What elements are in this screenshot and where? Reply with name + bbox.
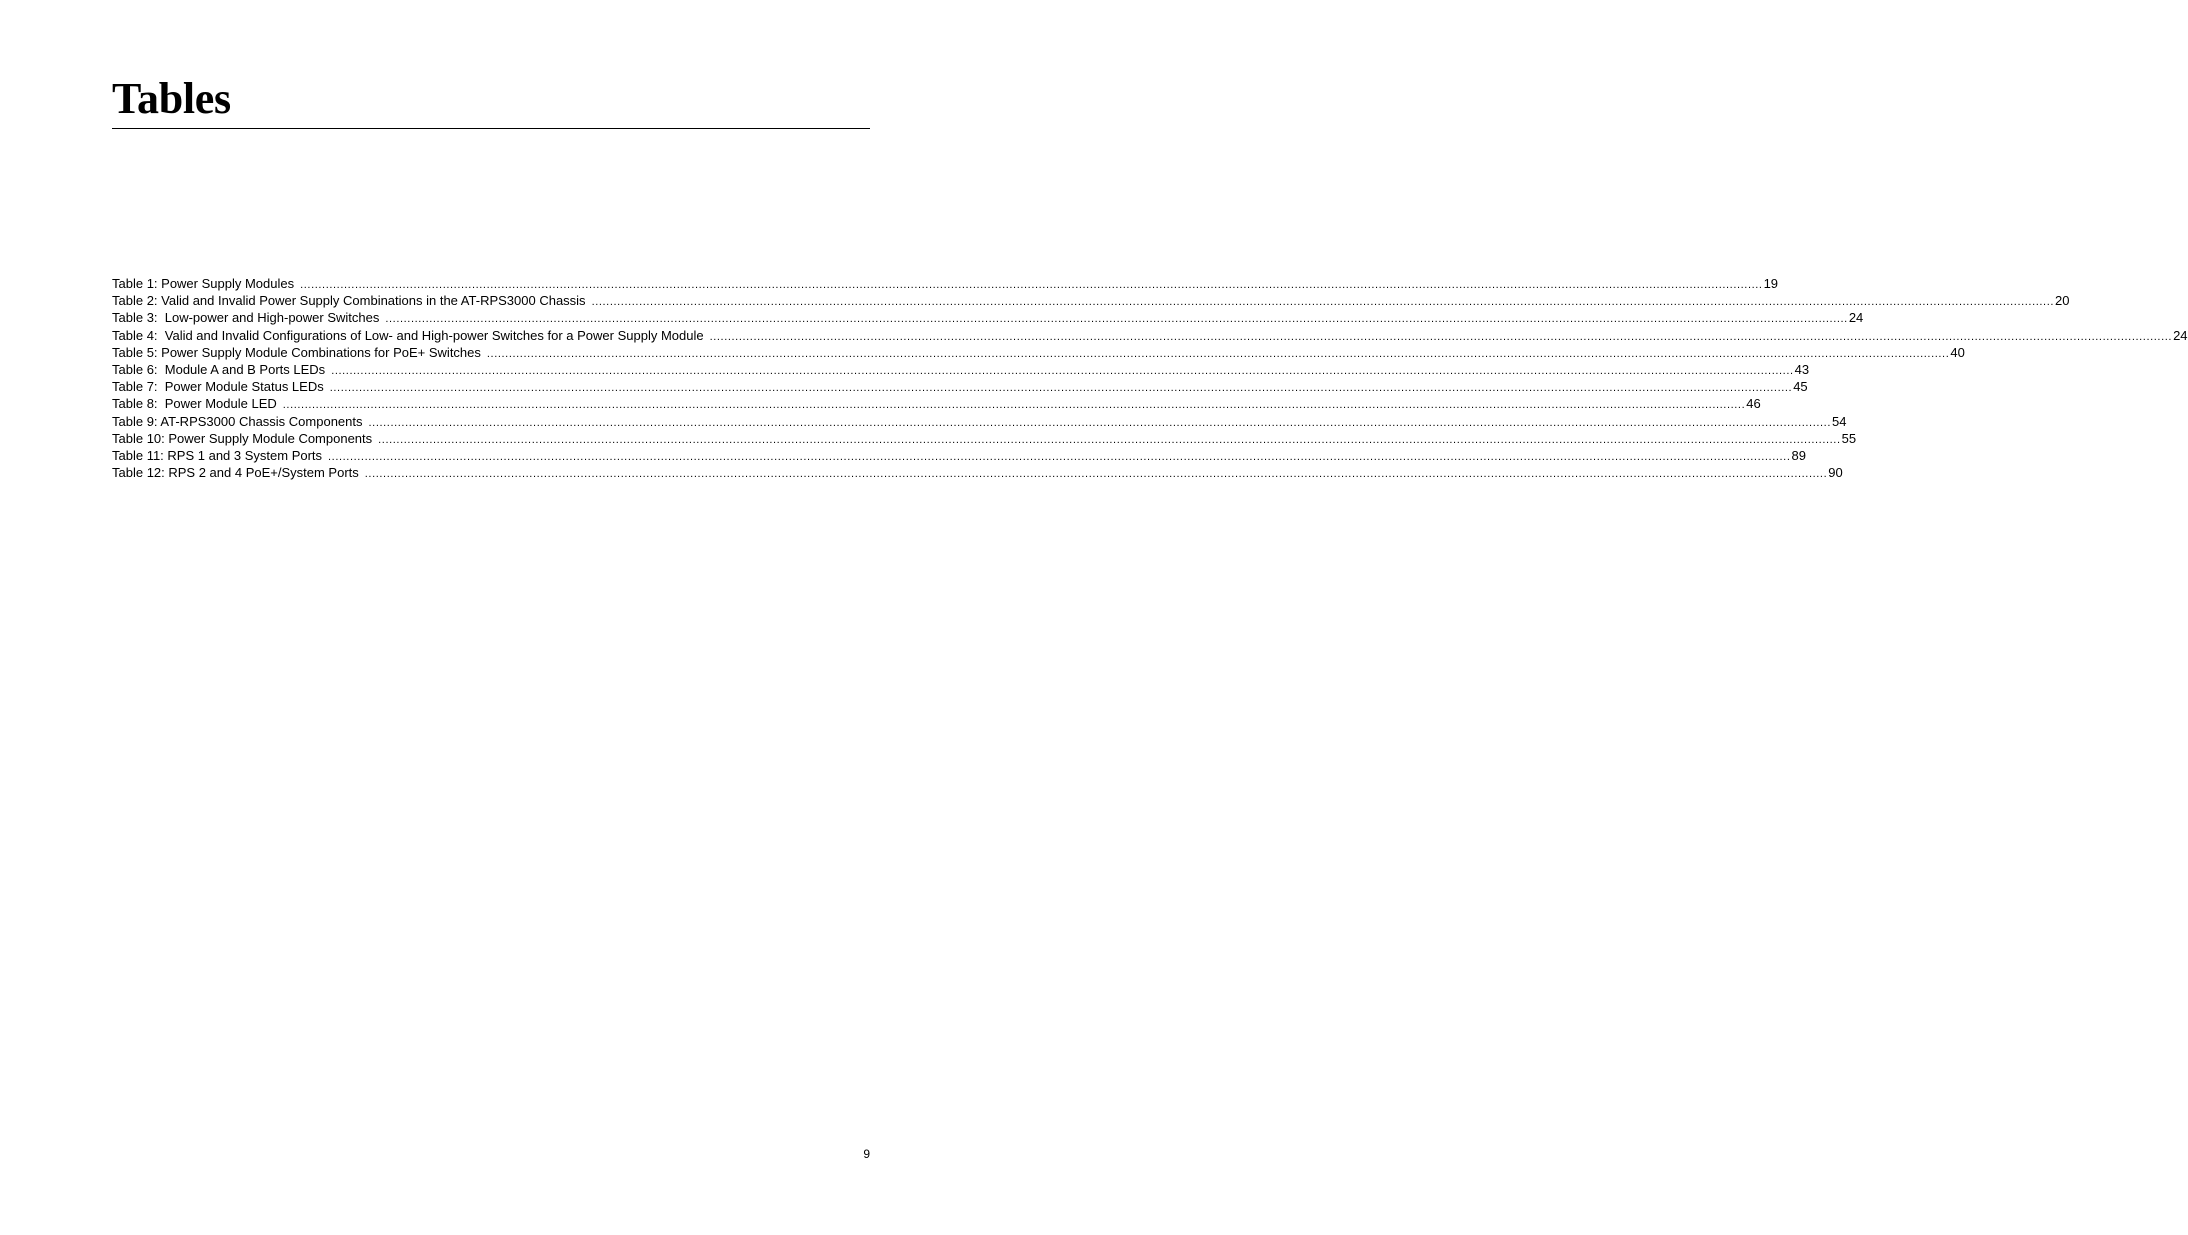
dot-leader: ................................................................................................................................................................................................................................................................................................................................................................................................................: [282, 399, 1746, 412]
toc-entry-table-1[interactable]: [112, 275, 1779, 292]
toc-entry-label: Table 10: Power Supply Module Components: [112, 430, 373, 446]
toc-entry-label: Table 12: RPS 2 and 4 PoE+/System Ports: [112, 465, 359, 481]
toc-entry-page: 24: [1848, 310, 1864, 326]
toc-entry-table-2[interactable]: [112, 292, 2070, 309]
toc-entry-table-10[interactable]: [112, 430, 1857, 447]
toc-entry-page: 19: [1763, 276, 1779, 291]
toc-entry-table-3[interactable]: [112, 309, 1864, 326]
dot-leader: ................................................................................................................................................................................................................................................................................................................................................................................................................: [591, 296, 2055, 309]
toc-entry-page: 24: [2173, 327, 2188, 343]
table-of-tables: [112, 275, 2188, 481]
toc-entry-table-12[interactable]: [112, 464, 1843, 481]
toc-entry-label: Table 9: AT-RPS3000 Chassis Components: [112, 413, 363, 429]
dot-leader: ................................................................................................................................................................................................................................................................................................................................................................................................................: [709, 330, 2173, 343]
toc-entry-page: 55: [1841, 430, 1857, 446]
toc-entry-table-8[interactable]: [112, 395, 1761, 412]
toc-entry-table-6[interactable]: [112, 361, 1810, 378]
toc-entry-label: Table 6: Module A and B Ports LEDs: [112, 361, 326, 377]
toc-entry-label: Table 2: Valid and Invalid Power Supply Combinations in the AT-RPS3000 Chassis: [112, 293, 586, 309]
toc-entry-table-7[interactable]: [112, 378, 1808, 395]
toc-entry-table-9[interactable]: [112, 413, 1847, 430]
toc-entry-table-4[interactable]: [112, 327, 2188, 344]
dot-leader: ................................................................................................................................................................................................................................................................................................................................................................................................................: [385, 313, 1848, 326]
toc-entry-table-11[interactable]: [112, 447, 1806, 464]
dot-leader: ................................................................................................................................................................................................................................................................................................................................................................................................................: [300, 279, 1763, 291]
dot-leader: ................................................................................................................................................................................................................................................................................................................................................................................................................: [328, 450, 1791, 463]
dot-leader: ................................................................................................................................................................................................................................................................................................................................................................................................................: [378, 433, 1841, 446]
page-number: 9: [863, 1147, 870, 1161]
toc-entry-label: Table 7: Power Module Status LEDs: [112, 379, 324, 395]
dot-leader: ................................................................................................................................................................................................................................................................................................................................................................................................................: [486, 347, 1950, 360]
toc-entry-label: Table 1: Power Supply Modules: [112, 276, 295, 291]
dot-leader: ................................................................................................................................................................................................................................................................................................................................................................................................................: [364, 468, 1828, 481]
toc-entry-page: 54: [1831, 413, 1847, 429]
toc-entry-label: Table 3: Low-power and High-power Switches: [112, 310, 380, 326]
toc-entry-page: 90: [1828, 465, 1843, 481]
dot-leader: ................................................................................................................................................................................................................................................................................................................................................................................................................: [331, 364, 1794, 377]
dot-leader: ................................................................................................................................................................................................................................................................................................................................................................................................................: [329, 382, 1793, 395]
toc-entry-page: 46: [1746, 396, 1761, 412]
toc-entry-label: Table 4: Valid and Invalid Configurations of Low- and High-power Switches for a Power Supply Module: [112, 327, 704, 343]
toc-entry-page: 89: [1791, 447, 1806, 463]
toc-entry-label: Table 11: RPS 1 and 3 System Ports: [112, 447, 323, 463]
toc-entry-label: Table 5: Power Supply Module Combinations for PoE+ Switches: [112, 344, 481, 360]
toc-entry-label: Table 8: Power Module LED: [112, 396, 277, 412]
title-divider: [112, 128, 870, 129]
toc-entry-page: 45: [1793, 379, 1808, 395]
dot-leader: ................................................................................................................................................................................................................................................................................................................................................................................................................: [368, 416, 1831, 429]
toc-entry-page: 43: [1794, 361, 1810, 377]
toc-entry-table-5[interactable]: [112, 344, 1965, 361]
toc-entry-page: 40: [1950, 344, 1965, 360]
page-title: Tables: [112, 74, 231, 123]
toc-entry-page: 20: [2055, 293, 2070, 309]
